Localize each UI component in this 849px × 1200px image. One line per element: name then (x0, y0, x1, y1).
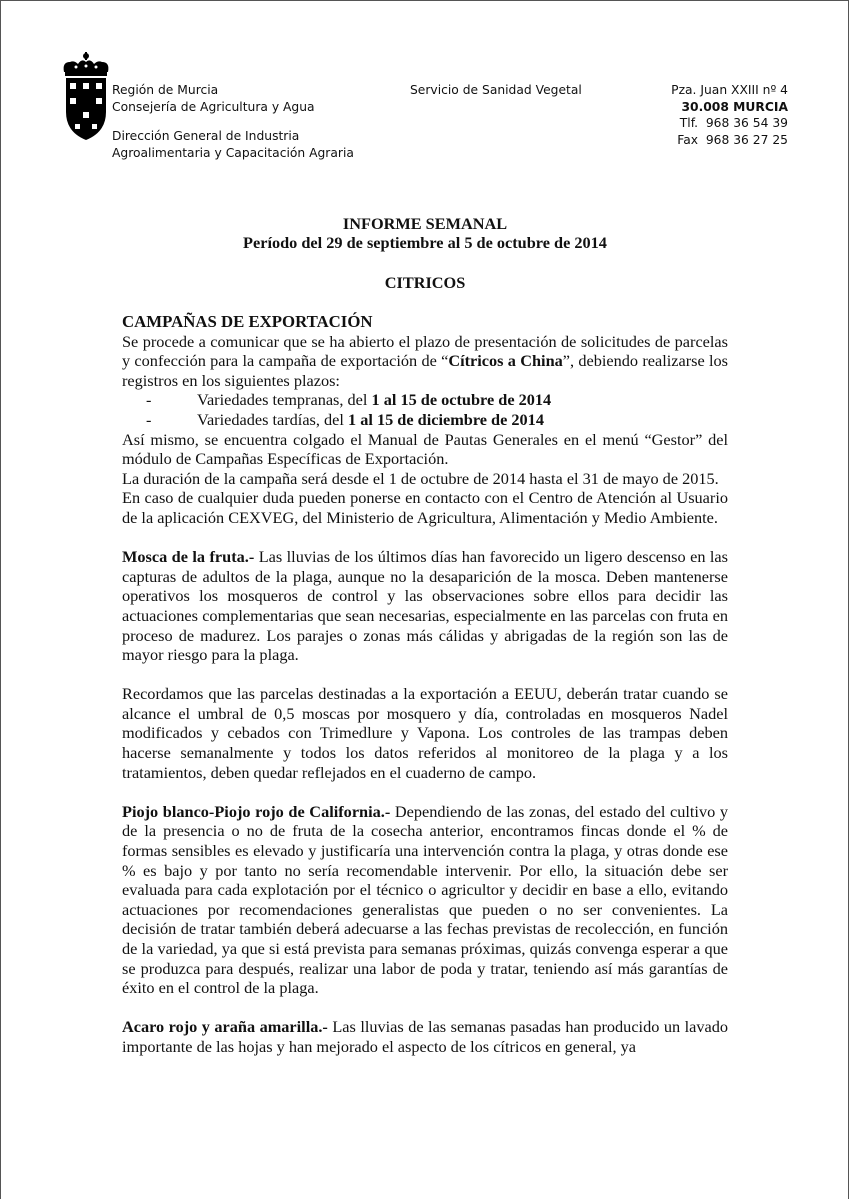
murcia-crest-logo (60, 50, 112, 142)
export-paragraph-2: Así mismo, se encuentra colgado el Manual de Pautas Generales en el menú “Gestor” del módulo de Campañas Específicas de Exportación. (122, 429, 728, 469)
section-title: CITRICOS (384, 273, 466, 292)
mosca-heading: Mosca de la fruta.- (122, 547, 255, 567)
phone-number: Tlf. 968 36 54 39 (679, 116, 788, 130)
export-paragraph-4: En caso de cualquier duda pueden ponerse en contacto con el Centro de Atención al Usuario de la aplicación CEXVEG, del Ministerio de Agricultura, Alimentación y Medio Ambiente. (122, 488, 728, 527)
piojo-paragraph: Piojo blanco-Piojo rojo de California.- Dependiendo de las zonas, del estado del cultivo y de la presencia o no de fruta de la cosecha anterior, encontramos fincas donde el % de formas sensibles es elevado y justificaría una intervención contra la plaga, y otras donde ese % es bajo y por tanto no sería recomendable intervenir. Por ello, la situación debe ser evaluada para cada explotación por el técnico o agricultor y decidir en base a ello, evitando actuaciones por recomendaciones generalistas que pueden o no ser convenientes. La decisión de tratar también deberá adecuarse a las fechas previstas de recolección, en función de la variedad, ya que si está prevista para semanas próximas, quizás convenga esperar a que se produzca para después, realizar una labor de poda y tratar, teniendo así más garantías de éxito en el control de la plaga. (122, 801, 728, 998)
header-organization (112, 82, 315, 115)
header-direction (112, 128, 354, 161)
address-line-2: 30.008 MURCIA (681, 99, 788, 114)
export-paragraph-3: La duración de la campaña será desde el 1 de octubre de 2014 hasta el 31 de mayo de 2015. (122, 468, 719, 488)
region-name: Región de Murcia (112, 83, 219, 97)
address-line-1: Pza. Juan XXIII nº 4 (671, 83, 788, 97)
acaro-paragraph: Acaro rojo y araña amarilla.- Las lluvias de las semanas pasadas han producido un lavado importante de las hojas y han mejorado el aspecto de los cítricos en general, ya (122, 1017, 728, 1056)
export-heading: CAMPAÑAS DE EXPORTACIÓN (122, 312, 373, 331)
consejeria-name: Consejería de Agricultura y Agua (112, 99, 315, 114)
service-name: Servicio de Sanidad Vegetal (410, 83, 582, 97)
report-title: INFORME SEMANAL (342, 214, 508, 233)
mosca-paragraph-2: Recordamos que las parcelas destinadas a la exportación a EEUU, deberán tratar cuando se alcance el umbral de 0,5 moscas por mosquero y día, controladas en mosqueros Nadel modificados y cebados con Trimedlure y Vapona. Los controles de las trampas deben hacerse semanalmente y todos los datos referidos al monitoreo de la plaga y a los tratamientos, deben quedar reflejados en el cuaderno de campo. (122, 684, 728, 782)
fax-number: Fax 968 36 27 25 (677, 132, 788, 147)
acaro-heading: Acaro rojo y araña amarilla.- (122, 1017, 328, 1037)
report-period: Período del 29 de septiembre al 5 de octubre de 2014 (243, 233, 607, 252)
piojo-heading: Piojo blanco-Piojo rojo de California.- (122, 801, 391, 821)
direccion-line-1: Dirección General de Industria (112, 129, 300, 143)
bullet-item: - Variedades tardías, del 1 al 15 de diciembre de 2014 (146, 409, 544, 429)
export-paragraph-1: Se procede a comunicar que se ha abierto el plazo de presentación de solicitudes de parcelas y confección para la campaña de exportación de “Cítricos a China”, debiendo realizarse los registros en los siguientes plazos: (122, 331, 729, 390)
report-body (122, 312, 728, 1057)
bullet-item: - Variedades tempranas, del 1 al 15 de octubre de 2014 (146, 390, 552, 410)
header-contact (620, 82, 788, 148)
header-service (410, 82, 582, 99)
mosca-paragraph-1: Mosca de la fruta.- Las lluvias de los últimos días han favorecido un ligero descenso en las capturas de adultos de la plaga, aunque no la desaparición de la mosca. Deben mantenerse operativos los mosqueros de control y las observaciones sobre ellos para decidir las actuaciones complementarias que sean necesarias, especialmente en las parcelas con fruta en proceso de madurez. Los parajes o zonas más cálidas y abrigadas de la región son las de mayor riesgo para la plaga. (122, 547, 728, 665)
direccion-line-2: Agroalimentaria y Capacitación Agraria (112, 145, 354, 160)
document-titles (122, 214, 728, 252)
